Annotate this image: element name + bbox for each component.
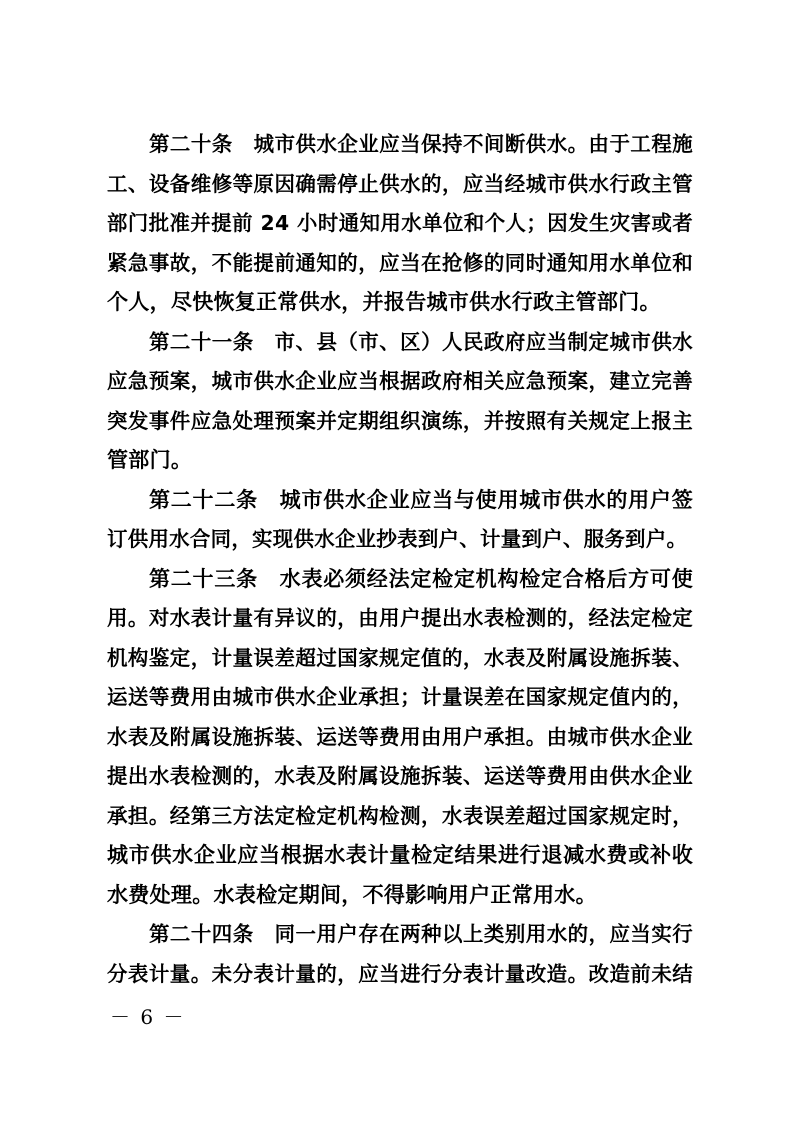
text-line: 订供用水合同，实现供水企业抄表到户、计量到户、服务到户。 — [107, 527, 688, 551]
text-line: 应急预案，城市供水企业应当根据政府相关应急预案，建立完善 — [107, 369, 693, 393]
text-line: 机构鉴定，计量误差超过国家规定值的，水表及附属设施拆装、 — [107, 645, 693, 670]
text-line: 水表及附属设施拆装、运送等费用由用户承担。由城市供水企业 — [107, 724, 693, 749]
text-line: 城市供水企业应当根据水表计量检定结果进行退减水费或补收 — [107, 843, 693, 867]
text-line: 承担。经第三方法定检定机构检测，水表误差超过国家规定时， — [107, 803, 693, 828]
text-line: 工、设备维修等原因确需停止供水的，应当经城市供水行政主管 — [107, 171, 693, 196]
text-line: 突发事件应急处理预案并定期组织演练，并按照有关规定上报主 — [107, 408, 693, 433]
article-20-paragraph — [107, 125, 693, 323]
text-line: 个人，尽快恢复正常供水，并报告城市供水行政主管部门。 — [107, 290, 661, 314]
text-line: 水费处理。水表检定期间，不得影响用户正常用水。 — [107, 882, 597, 907]
text-line: 第二十一条 市、县（市、区）人民政府应当制定城市供水 — [149, 329, 693, 354]
article-22-paragraph — [107, 481, 693, 560]
text-line: 第二十四条 同一用户存在两种以上类别用水的，应当实行 — [149, 922, 693, 946]
text-line: 第二十二条 城市供水企业应当与使用城市供水的用户签 — [149, 487, 693, 512]
text-line: 分表计量。未分表计量的，应当进行分表计量改造。改造前未结 — [107, 961, 693, 986]
article-23-paragraph — [107, 560, 693, 916]
text-line: 部门批准并提前 24 小时通知用水单位和个人；因发生灾害或者 — [107, 211, 693, 235]
article-24-paragraph — [107, 915, 693, 994]
article-21-paragraph — [107, 323, 693, 481]
text-line: 运送等费用由城市供水企业承担；计量误差在国家规定值内的， — [107, 685, 693, 709]
text-line: 用。对水表计量有异议的，由用户提出水表检测的，经法定检定 — [107, 606, 693, 630]
text-line: 管部门。 — [107, 448, 193, 472]
text-line: 提出水表检测的，水表及附属设施拆装、运送等费用由供水企业 — [107, 764, 693, 788]
text-line: 第二十三条 水表必须经法定检定机构检定合格后方可使 — [149, 566, 693, 591]
text-line: 第二十条 城市供水企业应当保持不间断供水。由于工程施 — [149, 132, 693, 156]
text-line: 紧急事故，不能提前通知的，应当在抢修的同时通知用水单位和 — [107, 250, 693, 275]
page-number: － 6 － — [110, 1005, 186, 1029]
